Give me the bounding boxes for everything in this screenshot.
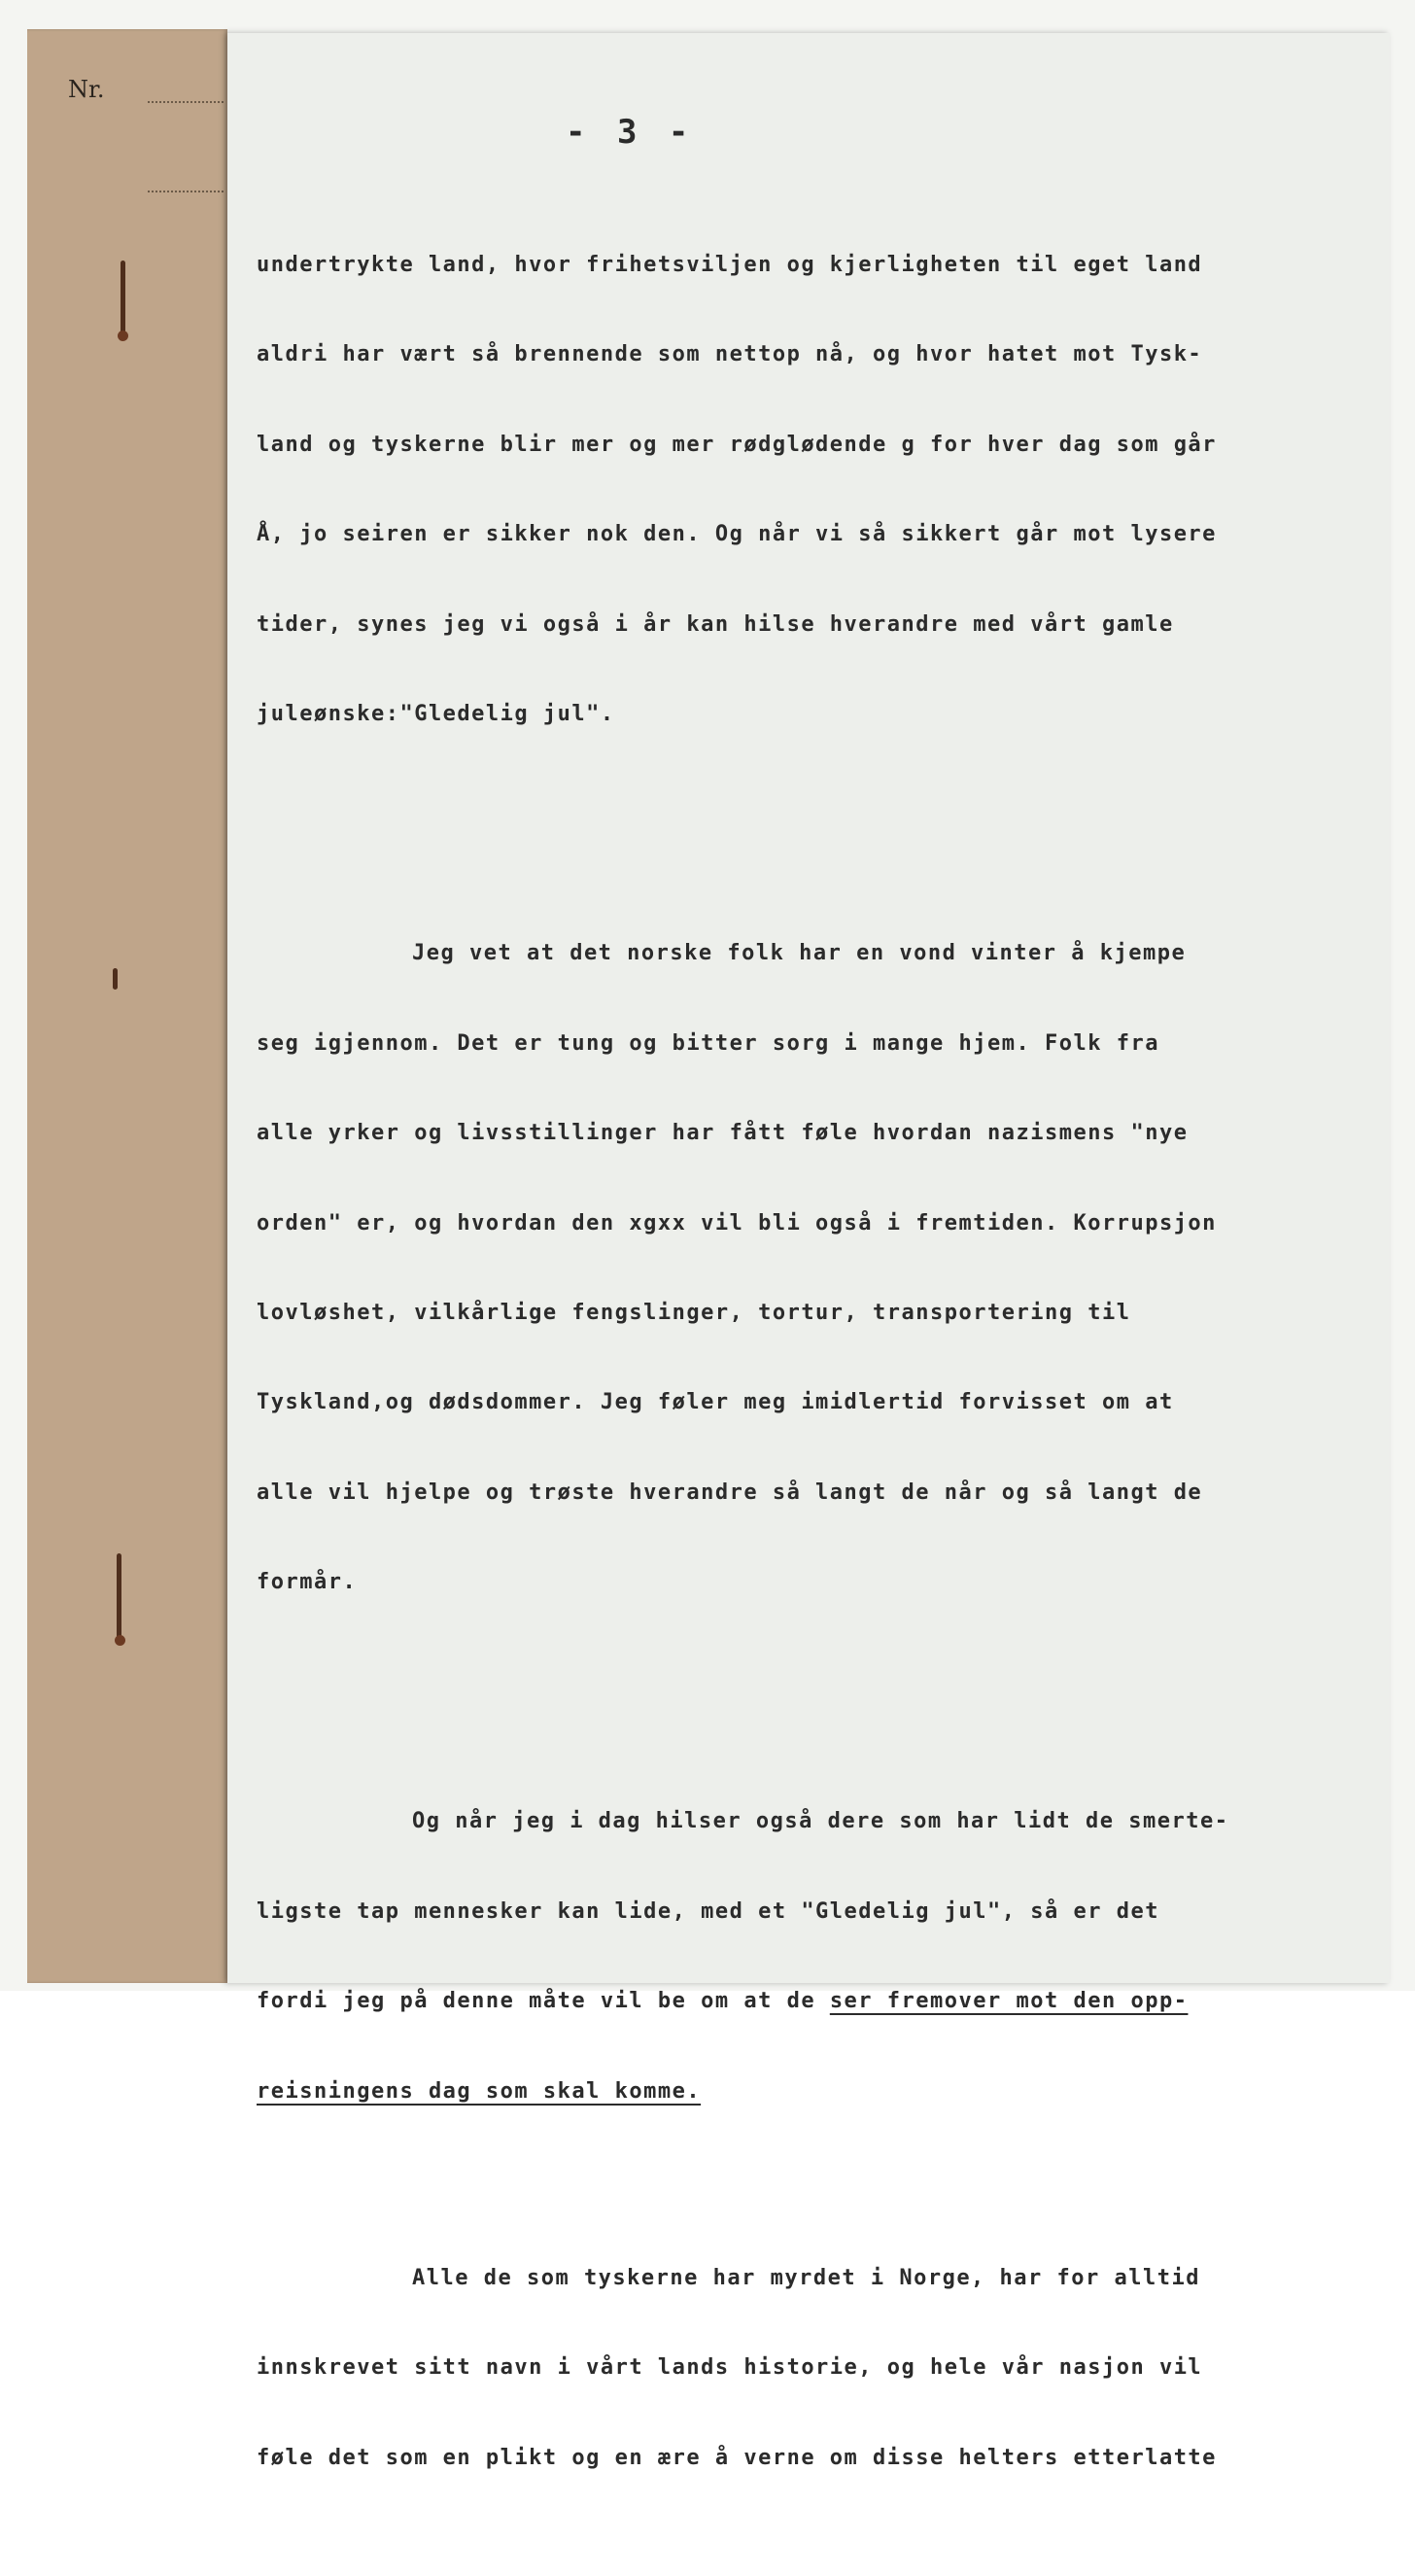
- text-line: Og når jeg i dag hilser også dere som har lidt de smerte-: [412, 1809, 1229, 1834]
- text-line: land og tyskerne blir mer og mer rødglødende g for hver dag som går: [257, 432, 1217, 457]
- folder-dotted-line: [148, 191, 224, 192]
- text-line: føle det som en plikt og en ære å verne om disse helters etterlatte: [257, 2445, 1217, 2470]
- folder-dotted-line: [148, 101, 224, 103]
- text-line: juleønske:"Gledelig jul".: [257, 701, 615, 726]
- staple-top: [121, 261, 125, 340]
- text-line: aldri har vært så brennende som nettop nå, og hvor hatet mot Tysk-: [257, 342, 1203, 367]
- text-line: lovløshet, vilkårlige fengslinger, tortur, transportering til: [257, 1300, 1131, 1325]
- text-line: tider, synes jeg vi også i år kan hilse hverandre med vårt gamle: [257, 611, 1174, 637]
- text-line: orden" er, og hvordan den xgxx vil bli også i fremtiden. Korrupsjon: [257, 1210, 1217, 1236]
- text-line-underlined: [257, 2071, 1364, 2112]
- underlined-text-segment: reisningens dag som skal komme.: [257, 2078, 702, 2104]
- paragraph-3: [257, 1753, 1364, 2161]
- paragraph-2: [257, 885, 1364, 1652]
- page-number: - 3 -: [566, 113, 695, 152]
- archive-folder-strip: [27, 29, 227, 1983]
- text-line: undertrykte land, hvor frihetsviljen og kjerligheten til eget land: [257, 253, 1203, 277]
- text-line-mixed: [257, 1981, 1364, 2022]
- staple-bottom: [117, 1553, 121, 1645]
- paragraph-1: [257, 196, 1364, 783]
- staple-top-end: [118, 331, 128, 341]
- staple-bottom-end: [115, 1635, 125, 1646]
- text-line: Tyskland,og dødsdommer. Jeg føler meg imidlertid forvisset om at: [257, 1390, 1174, 1415]
- text-line: alle vil hjelpe og trøste hverandre så langt de når og så langt de: [257, 1479, 1203, 1505]
- text-line: Alle de som tyskerne har myrdet i Norge, har for alltid: [412, 2266, 1200, 2291]
- letter-body: [257, 148, 1364, 2576]
- text-line: formår.: [257, 1570, 358, 1595]
- underlined-text-segment: ser fremover mot den opp-: [829, 1989, 1189, 2014]
- text-segment: fordi jeg på denne måte vil be om at de: [257, 1989, 830, 2014]
- paragraph-4: [257, 2210, 1364, 2527]
- folder-number-label: Nr.: [68, 76, 105, 103]
- staple-middle: [113, 968, 118, 990]
- text-line: alle yrker og livsstillinger har fått føle hvordan nazismens "nye: [257, 1121, 1189, 1146]
- text-line: innskrevet sitt navn i vårt lands historie, og hele vår nasjon vil: [257, 2355, 1203, 2381]
- text-line: Å, jo seiren er sikker nok den. Og når vi så sikkert går mot lysere: [257, 522, 1217, 547]
- typed-sheet: [227, 33, 1390, 2470]
- text-line: seg igjennom. Det er tung og bitter sorg i mange hjem. Folk fra: [257, 1030, 1159, 1056]
- text-line: ligste tap mennesker kan lide, med et "Gledelig jul", så er det: [257, 1898, 1159, 1924]
- text-line: Jeg vet at det norske folk har en vond vinter å kjempe: [412, 941, 1187, 966]
